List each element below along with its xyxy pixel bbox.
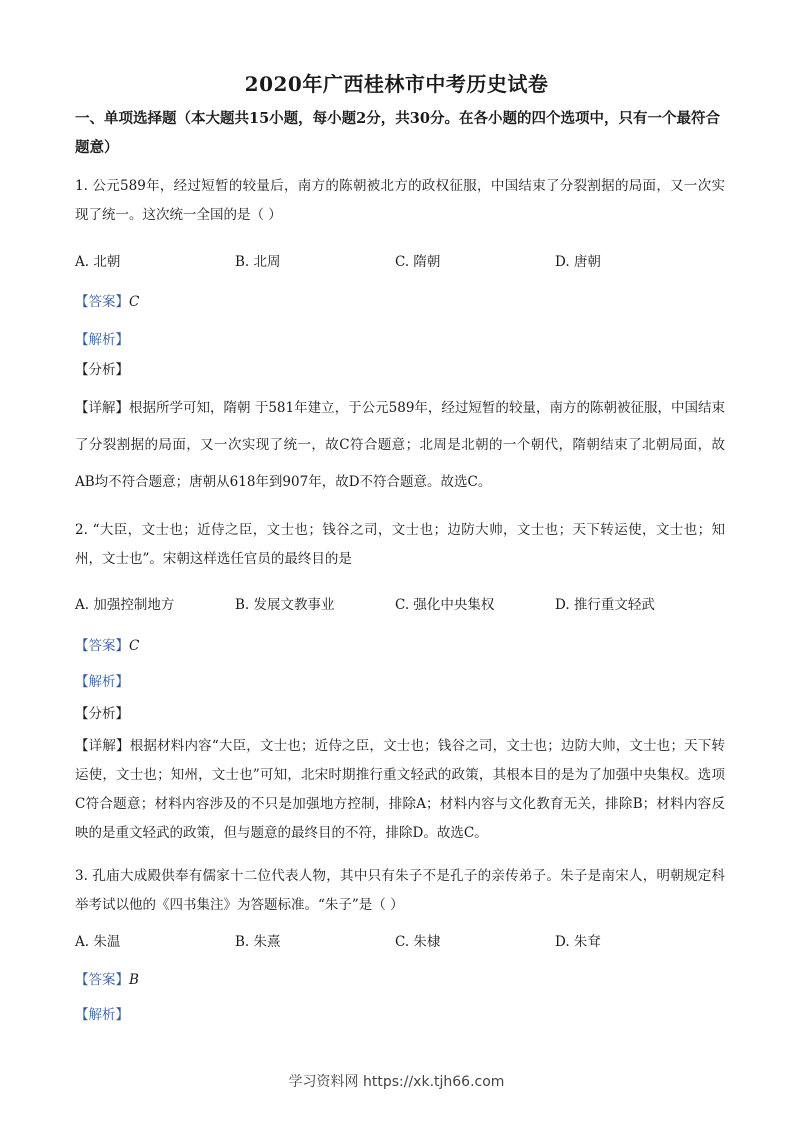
footer-watermark: 学习资料网 https://xk.tjh66.com — [288, 1074, 505, 1090]
analysis-label: 【解析】 — [75, 1007, 129, 1023]
answer-label: 【答案】 — [75, 972, 129, 988]
option-c: C. 强化中央集权 — [395, 597, 495, 613]
fenxi-label: 【分析】 — [75, 362, 129, 378]
answer-value: B — [129, 972, 139, 988]
option-c: C. 朱棣 — [395, 934, 441, 950]
question-3-options — [75, 930, 725, 950]
question-2-options — [75, 593, 725, 613]
analysis-label: 【解析】 — [75, 332, 129, 348]
option-b: B. 朱熹 — [235, 934, 281, 950]
answer-label: 【答案】 — [75, 294, 129, 310]
answer-value: C — [129, 638, 140, 654]
fenxi-label: 【分析】 — [75, 706, 129, 722]
question-3-stem: 3. 孔庙大成殿供奉有儒家十二位代表人物，其中只有朱子不是孔子的亲传弟子。朱子是南宋人，明朝规定科举考试以他的《四书集注》为答题标准。“朱子”是（ ） — [75, 868, 725, 913]
question-1-stem: 1. 公元589年，经过短暂的较量后，南方的陈朝被北方的政权征服，中国结束了分裂割据的局面，又一次实现了统一。这次统一全国的是（ ） — [75, 178, 725, 223]
question-1-detail: 【详解】根据所学可知，隋朝 于581年建立，于公元589年，经过短暂的较量，南方的陈朝被征服，中国结束了分裂割据的局面，又一次实现了统一，故C符合题意；北周是北朝的一个朝代，隋朝结束了北朝局面，故AB均不符合题意；唐朝从618年到907年，故D不符合题意。故选C。 — [75, 400, 725, 490]
question-2-stem: 2. “大臣，文士也；近侍之臣，文士也；钱谷之司，文士也；边防大帅，文士也；天下转运使，文士也；知州，文士也”。宋朝这样选任官员的最终目的是 — [75, 522, 725, 567]
question-3-answer — [75, 968, 725, 988]
question-2-answer — [75, 634, 725, 654]
answer-value: C — [129, 294, 140, 310]
option-c: C. 隋朝 — [395, 254, 441, 270]
option-d: D. 推行重文轻武 — [555, 597, 655, 613]
question-2-detail: 【详解】根据材料内容“大臣，文士也；近侍之臣，文士也；钱谷之司，文士也；边防大帅，文士也；天下转运使，文士也；知州，文士也”可知，北宋时期推行重文轻武的政策，其根本目的是为了加强中央集权。选项C符合题意；材料内容涉及的不只是加强地方控制，排除A；材料内容与文化教育无关，排除B；材料内容反映的是重文轻武的政策，但与题意的最终目的不符，排除D。故选C。 — [75, 738, 725, 841]
option-d: D. 唐朝 — [555, 254, 601, 270]
option-d: D. 朱耷 — [555, 934, 601, 950]
question-1-options — [75, 250, 725, 270]
option-b: B. 北周 — [235, 254, 281, 270]
question-1-answer — [75, 290, 725, 310]
option-a: A. 北朝 — [75, 254, 121, 270]
page-title: 2020年广西桂林市中考历史试卷 — [244, 72, 549, 96]
option-a: A. 朱温 — [75, 934, 121, 950]
analysis-label: 【解析】 — [75, 674, 129, 690]
option-a: A. 加强控制地方 — [75, 597, 175, 613]
answer-label: 【答案】 — [75, 638, 129, 654]
section-heading: 一、单项选择题（本大题共15小题，每小题2分，共30分。在各小题的四个选项中，只有一个最符合题意） — [75, 110, 720, 156]
option-b: B. 发展文教事业 — [235, 597, 335, 613]
